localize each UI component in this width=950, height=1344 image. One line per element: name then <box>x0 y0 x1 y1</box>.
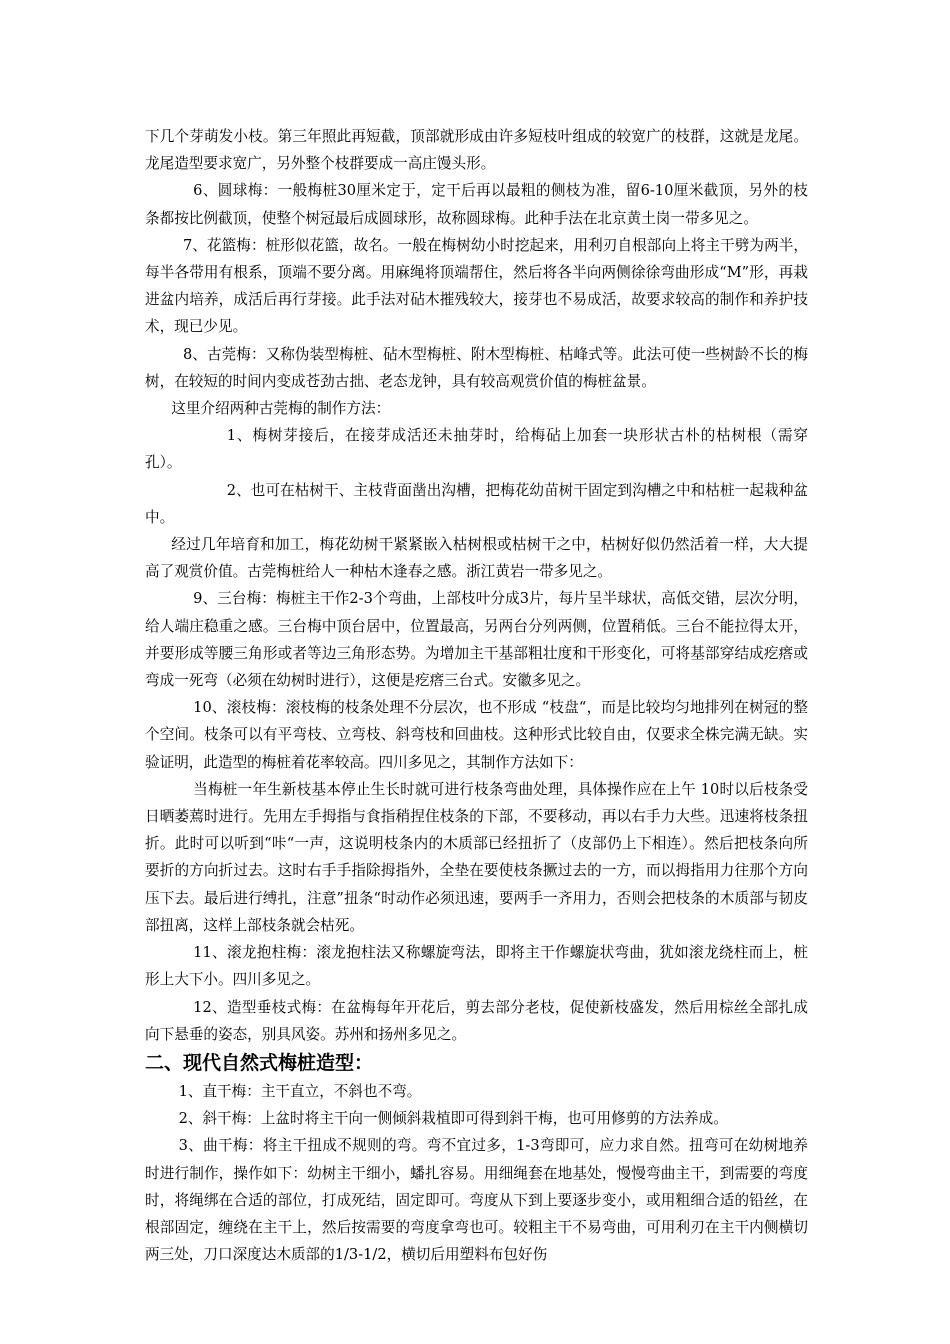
paragraph-weeping-plum: 12、造型垂枝式梅：在盆梅每年开花后，剪去部分老枝，促使新枝盛发，然后用棕丝全部扎成向下悬垂的姿态，别具风姿。苏州和扬州多见之。 <box>145 998 808 1043</box>
paragraph-ancient-result: 经过几年培育和加工，梅花幼树干紧紧嵌入枯树根或枯树干之中，枯树好似仍然活着一样，大大提高了观赏价值。古莞梅桩给人一种枯木逢春之感。浙江黄岩一带多见之。 <box>145 536 808 581</box>
paragraph-method-2: 2、也可在枯树干、主枝背面凿出沟槽，把梅花幼苗树干固定到沟槽之中和枯桩一起栽种盆中。 <box>145 481 808 526</box>
paragraph-upright-trunk: 1、直干梅：主干直立，不斜也不弯。 <box>178 1082 422 1100</box>
paragraph-flower-basket-plum: 7、花篮梅：桩形似花篮，故名。一般在梅树幼小时挖起来，用利刃自根部向上将主干劈为两半，每半各带用有根系，顶端不要分离。用麻绳将顶端帮住，然后将各半向两侧徐徐弯曲形成“M”形，再栽进盆内培养，成活后再行芽接。此手法对砧木摧残较大，接芽也不易成活，故要求较高的制作和养护技术，现已少见。 <box>145 236 808 336</box>
paragraph-curved-trunk: 3、曲干梅：将主干扭成不规则的弯。弯不宜过多，1-3弯即可，应力求自然。扭弯可在幼树地养时进行制作，操作如下：幼树主干细小，蟠扎容易。用细绳套在地基处，慢慢弯曲主干，到需要的弯度时，将绳绑在合适的部位，打成死结，固定即可。弯度从下到上要逐步变小，或用粗细合适的铅丝，在根部固定，缠绕在主干上，然后按需要的弯度拿弯也可。较粗主干不易弯曲，可用利刃在主干内侧横切两三处，刀口深度达木质部的1/3-1/2，横切后用塑料布包好伤 <box>145 1137 808 1264</box>
paragraph-rolling-branch-plum: 10、滚枝梅：滚枝梅的枝条处理不分层次，也不形成 “枝盘“，而是比较均匀地排列在树冠的整个空间。枝条可以有平弯枝、立弯枝、斜弯枝和回曲枝。这种形式比较自由，仅要求全株完满无缺。实验证明，此造型的梅桩着花率较高。四川多见之，其制作方法如下： <box>145 699 808 771</box>
document-body <box>145 123 808 1268</box>
section-heading: 二、现代自然式梅桩造型： <box>145 1051 374 1074</box>
paragraph-round-ball-plum: 6、圆球梅：一般梅桩30厘米定于，定干后再以最粗的侧枝为准，留6-10厘米截顶，另外的枝条都按比例截顶，使整个树冠最后成圆球形，故称圆球梅。此种手法在北京黄土岗一带多见之。 <box>145 182 808 227</box>
paragraph-three-tier-plum: 9、三台梅：梅桩主干作2-3个弯曲，上部枝叶分成3片，每片呈半球状，高低交错，层次分明，给人端庄稳重之感。三台梅中顶台居中，位置最高，另两台分列两侧，位置稍低。三台不能拉得太开，并要形成等腰三角形或者等边三角形态势。为增加主干基部粗壮度和干形变化，可将基部穿结成疙瘩或弯成一死弯（必须在幼树时进行），这便是疙瘩三台式。安徽多见之。 <box>145 590 808 690</box>
paragraph-slanting-trunk: 2、斜干梅：上盆时将主干向一侧倾斜栽植即可得到斜干梅，也可用修剪的方法养成。 <box>178 1110 728 1128</box>
paragraph-method-intro: 这里介绍两种古莞梅的制作方法： <box>171 400 391 418</box>
paragraph-method-1: 1、梅树芽接后，在接芽成活还未抽芽时，给梅砧上加套一块形状古朴的枯树根（需穿孔）。 <box>145 427 808 472</box>
paragraph-rolling-dragon-plum: 11、滚龙抱柱梅：滚龙抱柱法又称螺旋弯法，即将主干作螺旋状弯曲，犹如滚龙绕柱而上，桩形上大下小。四川多见之。 <box>145 944 808 989</box>
paragraph-ancient-plum: 8、古莞梅：又称伪装型梅桩、砧木型梅桩、附木型梅桩、枯峰式等。此法可使一些树龄不长的梅树，在较短的时间内变成苍劲古拙、老态龙钟，具有较高观赏价值的梅桩盆景。 <box>145 345 808 390</box>
paragraph-branch-bending: 当梅桩一年生新枝基本停止生长时就可进行枝条弯曲处理，具体操作应在上午 10时以后枝条受日晒萎蔫时进行。先用左手拇指与食指稍捏住枝条的下部，不要移动，再以右手力大些。迅速将枝条扭折。此时可以听到“咔“一声，这说明枝条内的木质部已经扭折了（皮部仍上下相连）。然后把枝条向所要折的方向折过去。这时右手手指除拇指外，全垫在要使枝条撅过去的一方，而以拇指用力往那个方向压下去。最后进行缚扎，注意”扭条“时动作必须迅速，要两手一齐用力，否则会把枝条的木质部与韧皮部扭离，这样上部枝条就会枯死。 <box>145 780 808 934</box>
paragraph-dragon-tail: 下几个芽萌发小枝。第三年照此再短截，顶部就形成由许多短枝叶组成的较宽广的枝群，这就是龙尾。龙尾造型要求宽广，另外整个枝群要成一高庄馒头形。 <box>145 128 808 173</box>
